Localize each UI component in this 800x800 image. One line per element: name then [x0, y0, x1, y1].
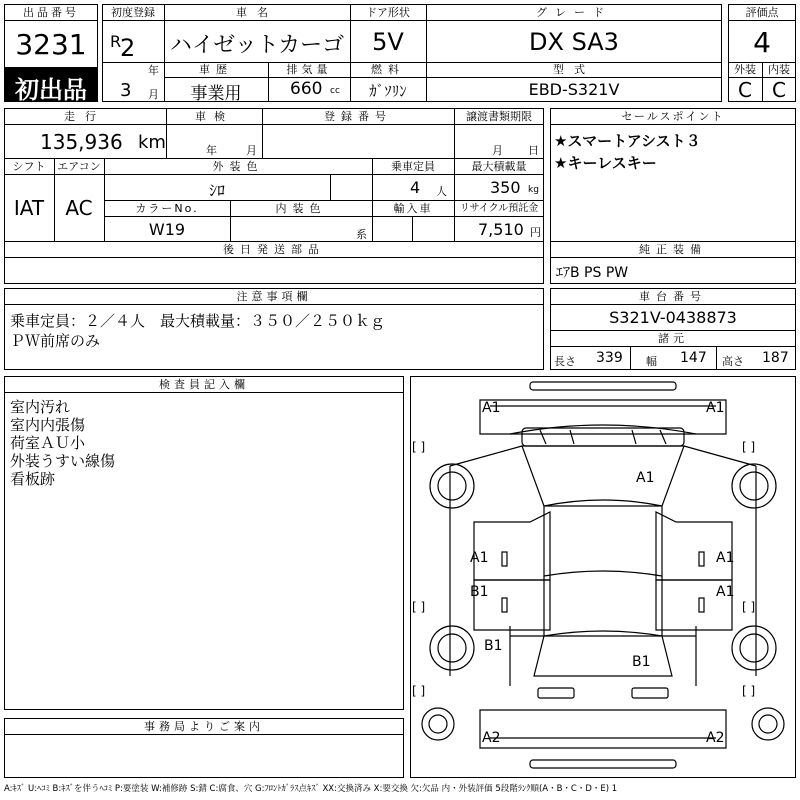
- reg-no-label: 登録番号: [324, 110, 392, 123]
- score: 4: [753, 26, 771, 59]
- inspector-label: 検査員記入欄: [159, 378, 249, 391]
- chassis-number: S321V-0438873: [609, 308, 737, 327]
- shift: IAT: [13, 196, 45, 220]
- inspector-line-2: 室内内張傷: [10, 416, 86, 434]
- inspection-year: 年: [206, 144, 217, 157]
- reg-era: R: [110, 32, 122, 51]
- color: ｼﾛ: [208, 181, 225, 200]
- reg-year-unit: 年: [148, 64, 159, 77]
- color-no: W19: [148, 220, 186, 239]
- grade-label: グレード: [536, 6, 612, 19]
- model-label: 型式: [553, 63, 595, 76]
- caution-label: 注意事項欄: [236, 290, 312, 303]
- equipment-label: 純正装備: [639, 243, 707, 256]
- car-outline-diagram: [410, 376, 796, 778]
- mark-rear-left: A2: [482, 730, 501, 746]
- capacity-unit: 人: [436, 185, 447, 198]
- capacity: 4: [410, 178, 421, 197]
- door-type: 5V: [372, 28, 404, 56]
- lot-label: 出品番号: [23, 6, 79, 19]
- ext-label: 外装: [734, 63, 756, 76]
- transfer-month: 月: [492, 144, 503, 157]
- score-label: 評価点: [745, 6, 779, 19]
- sales-label: セールスポイント: [621, 110, 725, 123]
- displacement: 660: [290, 79, 323, 99]
- reg-month-unit: 月: [148, 88, 159, 101]
- ac-label: エアコン: [57, 160, 101, 173]
- inspector-line-3: 荷室ＡＵ小: [10, 434, 86, 452]
- mark-rear-right: A2: [706, 730, 725, 746]
- left-bracket-bottom: [ ]: [412, 684, 426, 698]
- interior-unit: 系: [356, 228, 367, 241]
- first-listing-text: 初出品: [15, 76, 87, 104]
- right-bracket-mid: [ ]: [742, 600, 756, 614]
- height: 187: [762, 350, 789, 366]
- fuel-label: 燃料: [371, 63, 405, 76]
- ac: AC: [65, 196, 93, 220]
- displacement-unit: cc: [330, 86, 340, 96]
- load-label: 最大積載量: [471, 160, 527, 173]
- interior-label: 内装色: [275, 202, 327, 215]
- caution-line-2: ＰＷ前席のみ: [10, 332, 101, 350]
- history: 事業用: [190, 84, 242, 104]
- mark-right-rear: A1: [716, 584, 735, 600]
- model: EBD-S321V: [528, 80, 620, 99]
- mark-left-rear: B1: [470, 584, 489, 600]
- height-label: 高さ: [722, 355, 744, 368]
- ext-grade: C: [738, 78, 752, 102]
- office-label: 事務局よりご案内: [144, 720, 264, 733]
- fuel: ｶﾞｿﾘﾝ: [369, 82, 407, 100]
- caution-line-1: 乗車定員：２／４人 最大積載量：３５０／２５０ｋｇ: [10, 312, 386, 330]
- capacity-label: 乗車定員: [391, 160, 435, 173]
- sales-point-2: ★キーレスキー: [554, 154, 657, 172]
- width: 147: [680, 350, 707, 366]
- mileage: 135,936: [40, 130, 123, 154]
- sales-point-1: ★スマートアシスト３: [554, 132, 701, 150]
- mark-left-quarter: B1: [484, 638, 503, 654]
- inspection-label: 車検: [195, 110, 233, 123]
- int-label: 内装: [768, 63, 790, 76]
- reg-month: 3: [120, 80, 132, 101]
- mark-front-left: A1: [482, 400, 501, 416]
- mark-roof-rear: B1: [632, 654, 651, 670]
- width-label: 幅: [646, 355, 657, 368]
- reg-year: 2: [120, 34, 136, 62]
- legend: A:ｷｽﾞ U:ﾍｺﾐ B:ｷｽﾞを伴うﾍｺﾐ P:要塗装 W:補修跡 S:錆 C:腐食、穴 G:ﾌﾛﾝﾄｶﾞﾗｽ点ｷｽﾞ XX:交換済み X:要交換 欠:欠品 内・外装評価 5段階ﾗﾝｸ順(A・B・C・D・E) 1: [4, 784, 618, 794]
- equipment: ｴｱB PS PW: [556, 265, 629, 281]
- transfer-label: 譲渡書類期限: [466, 110, 532, 123]
- car-name: ハイゼットカーゴ: [169, 33, 345, 58]
- left-bracket-top: [ ]: [412, 440, 426, 454]
- right-bracket-bottom: [ ]: [742, 684, 756, 698]
- mileage-unit: km: [138, 132, 166, 153]
- name-label: 車名: [236, 6, 278, 19]
- chassis-label: 車台番号: [639, 290, 707, 303]
- length-label: 長さ: [554, 355, 576, 368]
- load-unit: kg: [528, 185, 539, 195]
- transfer-day: 日: [528, 144, 539, 157]
- inspector-line-5: 看板跡: [10, 470, 56, 488]
- mark-left-front-door: A1: [470, 550, 489, 566]
- length: 339: [596, 350, 623, 366]
- lot-number: 3231: [15, 28, 87, 61]
- load: 350: [490, 178, 521, 197]
- mileage-label: 走行: [64, 110, 106, 123]
- import-label: 輸入車: [393, 202, 433, 215]
- mark-hood: A1: [636, 470, 655, 486]
- inspector-line-4: 外装うすい線傷: [10, 452, 116, 470]
- right-bracket-top: [ ]: [742, 440, 756, 454]
- later-parts-label: 後日発送部品: [223, 243, 325, 256]
- inspection-month: 月: [246, 144, 257, 157]
- shift-label: シフト: [12, 160, 46, 173]
- history-label: 車歴: [199, 63, 233, 76]
- color-no-label: カラーNo.: [135, 202, 199, 215]
- color-label: 外装色: [212, 160, 264, 173]
- spec-label: 諸元: [658, 332, 688, 345]
- door-label: ドア形状: [366, 6, 410, 19]
- inspector-line-1: 室内汚れ: [10, 398, 71, 416]
- mark-front-right: A1: [706, 400, 725, 416]
- int-grade: C: [772, 78, 786, 102]
- grade: DX SA3: [529, 28, 619, 56]
- displacement-label: 排気量: [286, 63, 332, 76]
- left-bracket-mid: [ ]: [412, 600, 426, 614]
- mark-right-front-door: A1: [716, 550, 735, 566]
- recycle-unit: 円: [530, 226, 541, 239]
- reg-label: 初度登録: [111, 6, 155, 19]
- recycle: 7,510: [478, 220, 524, 239]
- recycle-label: リサイクル預託金: [459, 203, 539, 214]
